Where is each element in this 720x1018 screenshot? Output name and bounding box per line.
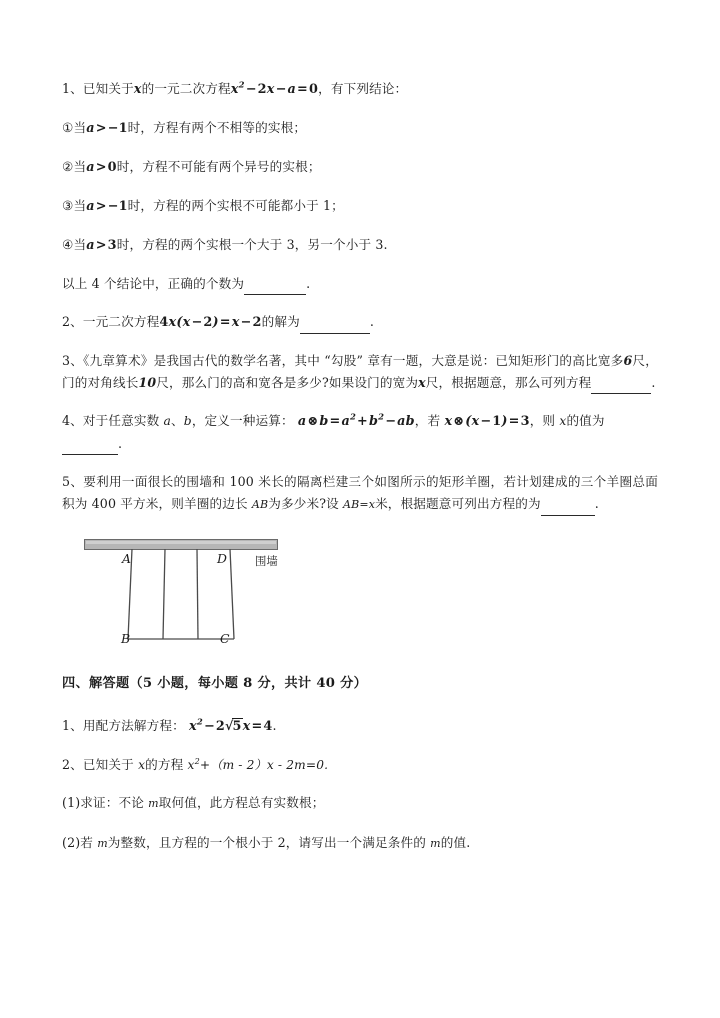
radicand-value: 5: [232, 719, 242, 734]
conclusion-2-condition: a>0: [86, 160, 117, 175]
question-1-conclusion-1: [62, 117, 658, 140]
question-4-variable-a: a: [163, 414, 172, 428]
circled-number-4-icon: ④: [62, 237, 74, 252]
question-5-period: .: [594, 496, 599, 511]
question-3-variable-x: x: [418, 375, 426, 390]
question-4-period: .: [118, 436, 123, 451]
question-1-tail: [62, 273, 658, 295]
answer-section-heading: 四、解答题（5 小题，每小题 8 分，共计 40 分）: [62, 676, 368, 691]
question-5-part1: 要利用一面很长的围墙和 100 米长的隔离栏建三个如图所示的矩形羊圈，若计划建成的三个羊圈总面积为 400 平方米，则羊圈的边长: [62, 474, 658, 511]
question-4-number: 4、: [62, 413, 83, 428]
subpart-2-mid: 为整数，且方程的一个根小于 2，请写出一个满足条件的: [107, 835, 426, 850]
subpart-1-post: 取何值，此方程总有实数根；: [158, 795, 325, 810]
question-3-part2: 尺，门的对角线长: [62, 353, 658, 390]
subpart-2-variable-m-2: m: [430, 837, 441, 850]
question-5: [62, 471, 658, 516]
vertex-label-d: D: [217, 551, 227, 566]
subpart-2-post: 的值.: [440, 835, 471, 850]
question-2-equation: 4x(x−2)=x−2: [159, 315, 262, 330]
answer-question-2: [62, 754, 658, 776]
question-4-part4: ，则: [529, 413, 556, 428]
question-4-condition: x⊗(x−1)=3: [444, 414, 530, 429]
conclusion-3-pre: 当: [73, 198, 87, 213]
page-content: [62, 78, 658, 872]
subpart-1-marker: (1): [62, 795, 81, 810]
conclusion-4-condition: a>3: [86, 238, 117, 253]
question-1-stem-after: ，有下列结论：: [318, 81, 408, 96]
answer-blank-q3[interactable]: [591, 380, 651, 394]
question-1-variable: x: [133, 81, 142, 96]
conclusion-3-post: 时，方程的两个实根不可能都小于 1；: [127, 198, 344, 213]
question-3: [62, 350, 658, 394]
question-5-segment-ab-equals-x: AB=x: [343, 498, 376, 511]
conclusion-4-post: 时，方程的两个实根一个大于 3，另一个小于 3.: [116, 237, 388, 252]
answer-blank-q5[interactable]: [541, 502, 595, 516]
question-4-part1: 对于任意实数: [82, 413, 160, 428]
question-4-part2: ，定义一种运算：: [191, 413, 294, 428]
answer-blank-q2[interactable]: [300, 320, 370, 334]
question-4: [62, 410, 658, 455]
sheep-pen-diagram: [84, 531, 314, 659]
question-2: [62, 311, 658, 334]
subpart-2-variable-m: m: [97, 837, 108, 850]
answer-question-1-number: 1、: [62, 718, 83, 733]
circled-number-1-icon: ①: [62, 120, 74, 135]
question-4-operator-definition: $a\otimes b=a^2+b^2-ab$: [297, 411, 415, 429]
conclusion-1-pre: 当: [73, 120, 87, 135]
answer-question-2-number: 2、: [62, 757, 83, 772]
answer-question-2-part-2: [62, 832, 658, 855]
answer-question-1-period: .: [272, 718, 277, 733]
circled-number-3-icon: ③: [62, 198, 74, 213]
question-3-bold-6: 6: [623, 353, 633, 368]
conclusion-2-post: 时，方程不可能有两个异号的实根；: [116, 159, 321, 174]
question-2-text-mid: 的解为: [261, 314, 300, 329]
question-1-stem-mid: 的一元二次方程: [141, 81, 231, 96]
question-2-period: .: [369, 314, 374, 329]
question-3-period: .: [651, 375, 656, 390]
question-1-equation: $x^2-2x-a=0$: [230, 79, 319, 97]
question-4-variable-x: x: [559, 414, 567, 428]
question-3-number: 3、: [62, 353, 84, 368]
question-2-number: 2、: [62, 314, 83, 329]
question-5-part3: 米，根据题意可列出方程的为: [375, 496, 541, 511]
conclusion-4-pre: 当: [73, 237, 87, 252]
answer-blank-q4[interactable]: [62, 441, 118, 455]
answer-blank-q1[interactable]: [244, 281, 306, 295]
question-5-number: 5、: [62, 474, 84, 489]
answer-question-2-text-mid: 的方程: [145, 757, 184, 772]
question-4-variable-b: b: [183, 414, 192, 428]
subpart-1-pre: 求证：不论: [80, 795, 145, 810]
answer-question-1-equation: $x^2-2√5x=4$: [189, 716, 273, 734]
subpart-2-marker: (2): [62, 835, 81, 850]
question-1-stem-before: 已知关于: [82, 81, 134, 96]
vertex-label-a: A: [122, 551, 131, 566]
vertex-label-b: B: [121, 631, 131, 646]
circled-number-2-icon: ②: [62, 159, 74, 174]
question-1-number: 1、: [62, 81, 83, 96]
answer-question-1: [62, 715, 658, 738]
question-1-period: .: [306, 276, 311, 291]
question-1-tail-text: 以上 4 个结论中，正确的个数为: [62, 276, 245, 291]
question-1-conclusion-4: [62, 234, 658, 257]
answer-question-2-equation: $x^2+(m - 2)x - 2m=0$.: [187, 756, 329, 772]
question-1-stem: [62, 78, 658, 101]
question-4-part3: ，若: [414, 413, 441, 428]
conclusion-2-pre: 当: [73, 159, 87, 174]
question-1-conclusion-2: [62, 156, 658, 179]
question-3-bold-10: 10: [138, 375, 157, 390]
subpart-2-pre: 若: [80, 835, 94, 850]
answer-question-2-part-1: [62, 792, 658, 815]
answer-question-1-text: 用配方法解方程：: [82, 718, 185, 733]
pen-rectangle-lines: [84, 531, 314, 659]
wall-label: 围墙: [255, 554, 278, 568]
question-5-part2: 为多少米?设: [268, 496, 339, 511]
conclusion-1-post: 时，方程有两个不相等的实根；: [127, 120, 307, 135]
question-5-segment-ab: AB: [251, 498, 269, 511]
subpart-1-variable-m: m: [148, 797, 159, 810]
question-1-conclusion-3: [62, 195, 658, 218]
question-4-sep: 、: [171, 413, 184, 428]
vertex-label-c: C: [220, 631, 230, 646]
answer-question-2-text-before: 已知关于: [82, 757, 134, 772]
answer-question-2-variable-x: x: [138, 758, 146, 772]
question-2-text-before: 一元二次方程: [82, 314, 160, 329]
conclusion-1-condition: a>−1: [86, 121, 128, 136]
question-3-part3: 尺，那么门的高和宽各是多少?如果设门的宽为: [156, 375, 419, 390]
conclusion-3-condition: a>−1: [86, 199, 128, 214]
question-3-part4: 尺，根据题意，那么可列方程: [425, 375, 592, 390]
question-3-part1: 《九章算术》是我国古代的数学名著，其中 “勾股” 章有一题，大意是说：已知矩形门的高比宽多: [83, 353, 624, 368]
question-4-part5: 的值为: [566, 413, 605, 428]
